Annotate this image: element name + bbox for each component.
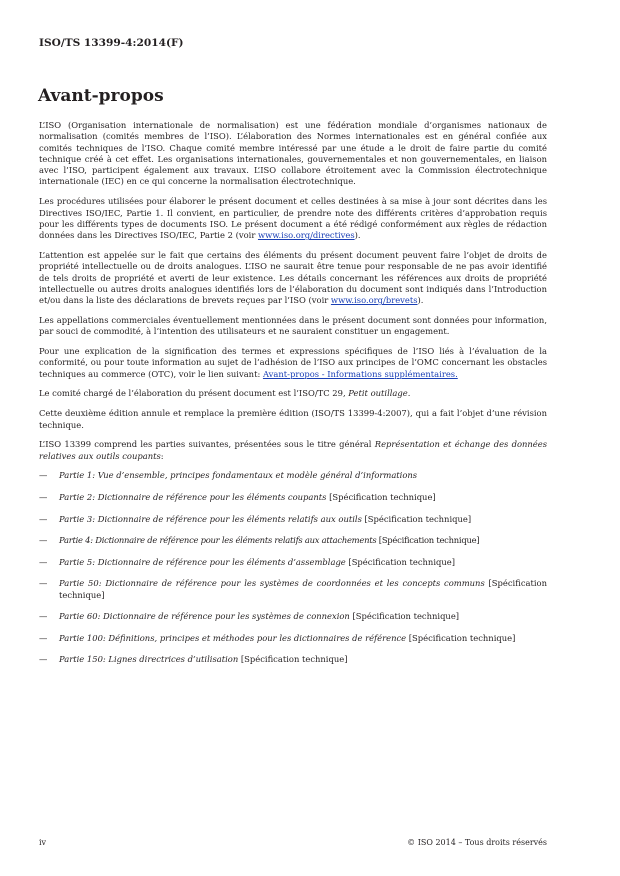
dash-bullet: — xyxy=(39,492,48,503)
list-item xyxy=(39,633,547,644)
general-title: Représentation et échange des données relatives aux outils coupants xyxy=(39,439,547,461)
foreword-body xyxy=(39,120,547,676)
paragraph-patents xyxy=(39,250,547,306)
paragraph-procedures xyxy=(39,196,547,241)
paragraph-text: Le comité chargé de l’élaboration du présent document est l’ISO/TC 29, xyxy=(39,388,349,399)
part-title: Partie 50: Dictionnaire de référence pour les systèmes de coordonnées et les concepts communs xyxy=(59,578,485,589)
paragraph-text: L’attention est appelée sur le fait que certains des éléments du présent document peuvent faire l’objet de droits de propriété intellectuelle ou de droits analogues. L’ISO ne saurait être tenue pour responsable de ne pas avoir identifié de tels droits de propriété et averti de leur existence. Les détails concernant les références aux droits de propriété intellectuelle ou autres droits analogues identifiés lors de l’élaboration du document sont indiqués dans l’Introduction et/ou dans la liste des déclarations de brevets reçues par l’ISO (voir xyxy=(39,249,547,306)
dash-bullet: — xyxy=(39,611,48,622)
paragraph-edition: Cette deuxième édition annule et remplace la première édition (ISO/TS 13399-4:2007), qui a fait l’objet d’une révision technique. xyxy=(39,408,547,430)
paragraph-iso-intro: L’ISO (Organisation internationale de normalisation) est une fédération mondiale d’organismes nationaux de normalisation (comités membres de l’ISO). L’élaboration des Normes internationales est en général confiée aux comités techniques de l’ISO. Chaque comité membre intéressé par une étude a le droit de faire partie du comité technique créé à cet effet. Les organisations internationales, gouvernementales et non gouvernementales, en liaison avec l’ISO, participent également aux travaux. L’ISO collabore étroitement avec la Commission électrotechnique internationale (IEC) en ce qui concerne la normalisation électrotechnique. xyxy=(39,120,547,187)
supplementary-info-link[interactable]: Avant-propos - Informations supplémentaires. xyxy=(262,368,458,379)
part-note: [Spécification technique] xyxy=(345,556,455,567)
list-item xyxy=(39,611,547,622)
list-item xyxy=(39,535,547,546)
patents-link[interactable]: www.iso.org/brevets xyxy=(330,295,418,306)
dash-bullet: — xyxy=(39,578,48,589)
paragraph-text: Les procédures utilisées pour élaborer le présent document et celles destinées à sa mise à jour sont décrites dans les Directives ISO/IEC, Partie 1. Il convient, en particulier, de prendre note des différents critères d’approbation requis pour les différents types de documents ISO. Le présent document a été rédigé conformément aux règles de rédaction données dans les Directives ISO/IEC, Partie 2 (voir xyxy=(39,196,547,241)
part-title: Partie 100: Définitions, principes et méthodes pour les dictionnaires de référence xyxy=(59,632,407,643)
paragraph-text: Pour une explication de la signification des termes et expressions spécifiques de l’ISO liés à l’évaluation de la conformité, ou pour toute information au sujet de l’adhésion de l’ISO aux principes de l’OMC concernant les obstacles techniques au commerce (OTC), voir le lien suivant: xyxy=(39,346,547,379)
part-note: [Spécification technique] xyxy=(376,535,480,546)
part-title: Partie 5: Dictionnaire de référence pour les éléments d’assemblage xyxy=(59,556,346,567)
paragraph-text: L’ISO 13399 comprend les parties suivantes, présentées sous le titre général xyxy=(39,439,375,450)
paragraph-text: . xyxy=(407,388,411,399)
directives-link[interactable]: www.iso.org/directives xyxy=(257,230,355,241)
list-item xyxy=(39,654,547,665)
part-note: [Spécification technique] xyxy=(406,632,516,643)
dash-bullet: — xyxy=(39,513,48,524)
part-title: Partie 3: Dictionnaire de référence pour les éléments relatifs aux outils xyxy=(59,513,362,524)
copyright-notice: © ISO 2014 – Tous droits réservés xyxy=(407,838,547,847)
part-title: Partie 2: Dictionnaire de référence pour les éléments coupants xyxy=(59,492,327,503)
part-title: Partie 4: Dictionnaire de référence pour les éléments relatifs aux attachements xyxy=(59,535,377,546)
dash-bullet: — xyxy=(39,470,48,481)
paragraph-text: ). xyxy=(417,295,424,306)
document-id-header: ISO/TS 13399-4:2014(F) xyxy=(39,37,184,49)
part-note: [Spécification technique] xyxy=(59,578,547,600)
part-title: Partie 150: Lignes directrices d’utilisation xyxy=(59,654,239,665)
paragraph-text: : xyxy=(160,450,164,461)
paragraph-parts-intro xyxy=(39,439,547,462)
part-note: [Spécification technique] xyxy=(349,611,460,622)
list-item xyxy=(39,557,547,568)
parts-list xyxy=(39,470,547,665)
paragraph-committee xyxy=(39,388,547,399)
part-note: [Spécification technique] xyxy=(238,654,348,665)
paragraph-trade-names: Les appellations commerciales éventuellement mentionnées dans le présent document sont données pour information, par souci de commodité, à l’intention des utilisateurs et ne sauraient constituer un engagement. xyxy=(39,314,547,337)
page-number: iv xyxy=(39,838,47,847)
list-item xyxy=(39,492,547,503)
part-title: Partie 60: Dictionnaire de référence pour les systèmes de connexion xyxy=(59,611,350,622)
page-title: Avant-propos xyxy=(38,86,164,106)
part-note: [Spécification technique] xyxy=(326,492,436,503)
dash-bullet: — xyxy=(39,535,48,546)
part-note: [Spécification technique] xyxy=(361,513,472,524)
committee-name: Petit outillage xyxy=(348,388,408,399)
dash-bullet: — xyxy=(39,654,48,665)
paragraph-conformity xyxy=(39,346,547,380)
part-title: Partie 1: Vue d’ensemble, principes fondamentaux et modèle général d’informations xyxy=(59,470,418,481)
list-item xyxy=(39,514,547,525)
list-item xyxy=(39,578,547,601)
dash-bullet: — xyxy=(39,556,48,567)
paragraph-text: ). xyxy=(354,230,361,241)
dash-bullet: — xyxy=(39,632,48,643)
list-item xyxy=(39,470,547,481)
